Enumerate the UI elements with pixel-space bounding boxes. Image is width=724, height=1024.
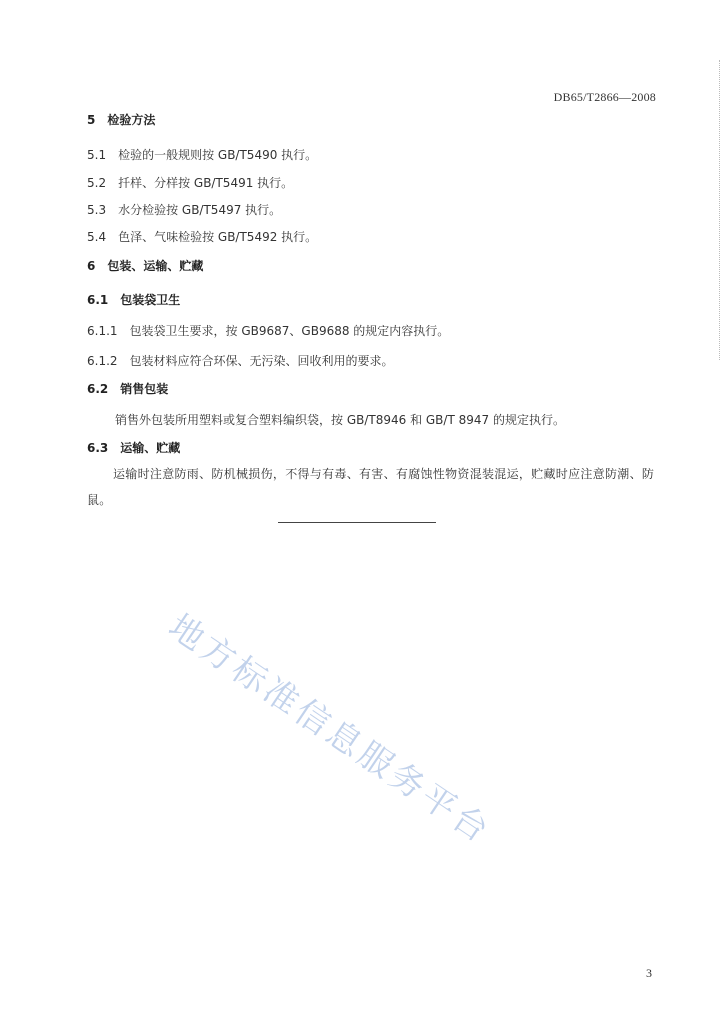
clause-5-3: 5.3 水分检验按 GB/T5497 执行。	[87, 203, 282, 217]
clause-6-3-body: 运输时注意防雨、防机械损伤，不得与有毒、有害、有腐蚀性物资混装混运，贮藏时应注意防潮、防鼠。	[87, 467, 655, 507]
document-code: DB65/T2866—2008	[553, 90, 656, 104]
clause-6-1-1: 6.1.1 包装袋卫生要求，按 GB9687、GB9688 的规定内容执行。	[87, 324, 450, 338]
clause-6-2-heading: 6.2 销售包装	[87, 382, 169, 396]
end-of-text-rule	[278, 522, 436, 523]
section-5-heading: 5 检验方法	[87, 113, 156, 127]
clause-6-2-body: 销售外包装所用塑料或复合塑料编织袋，按 GB/T8946 和 GB/T 8947 的规定执行。	[115, 413, 565, 427]
clause-6-1-2: 6.1.2 包装材料应符合环保、无污染、回收利用的要求。	[87, 354, 394, 368]
clause-5-1: 5.1 检验的一般规则按 GB/T5490 执行。	[87, 148, 318, 162]
clause-5-2: 5.2 扦样、分样按 GB/T5491 执行。	[87, 176, 294, 190]
scan-edge-marks	[715, 60, 720, 360]
section-6-heading: 6 包装、运输、贮藏	[87, 259, 204, 273]
page-number: 3	[646, 966, 652, 980]
watermark: 地方标准信息服务平台	[161, 606, 499, 853]
clause-6-3-heading: 6.3 运输、贮藏	[87, 441, 181, 455]
clause-5-4: 5.4 色泽、气味检验按 GB/T5492 执行。	[87, 230, 318, 244]
clause-6-1-heading: 6.1 包装袋卫生	[87, 293, 181, 307]
